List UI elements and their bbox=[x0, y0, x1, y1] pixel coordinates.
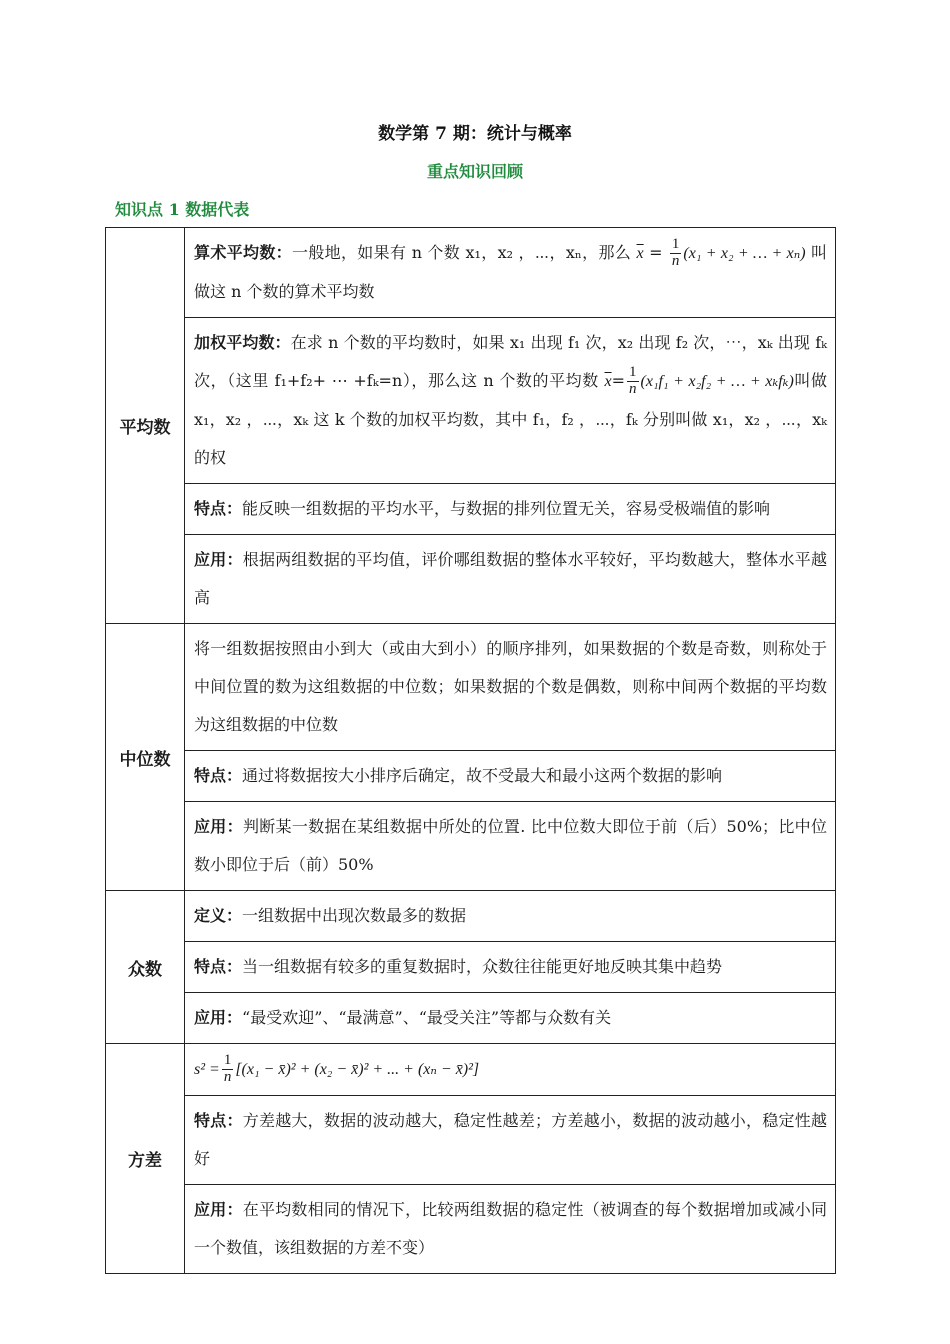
mean-feature-cell bbox=[185, 484, 836, 535]
mode-feature-cell bbox=[185, 942, 836, 993]
median-definition-cell bbox=[185, 624, 836, 751]
feature-title: 特点： bbox=[194, 957, 243, 976]
variance-formula-rhs: [(x₁ − x̄)² + (x₂ − x̄)² + ... + (xₙ − x̄)²] bbox=[235, 1061, 480, 1078]
feature-title: 特点： bbox=[194, 766, 243, 785]
arith-formula: (x₁ + x₂ + … + xₙ) bbox=[683, 245, 806, 262]
definition-text: 一组数据中出现次数最多的数据 bbox=[242, 906, 467, 925]
table-row bbox=[106, 624, 836, 751]
table-row bbox=[106, 535, 836, 624]
fraction-numerator: 1 bbox=[671, 236, 680, 253]
fraction-numerator: 1 bbox=[223, 1052, 232, 1069]
variance-application-cell bbox=[185, 1185, 836, 1274]
feature-text: 方差越大，数据的波动越大，稳定性越差；方差越小，数据的波动越小，稳定性越好 bbox=[194, 1111, 827, 1168]
variance-feature-cell bbox=[185, 1096, 836, 1185]
xbar-symbol: $\overline{x}$ bbox=[636, 245, 644, 262]
arith-text-tail: 叫做这 n 个数的算术平均数 bbox=[194, 243, 827, 301]
fraction-one-over-n bbox=[670, 237, 682, 270]
equals-sign: = bbox=[611, 371, 626, 390]
definition-text: 将一组数据按照由小到大（或由大到小）的顺序排列，如果数据的个数是奇数，则称处于中间位置的数为这组数据的中位数；如果数据的个数是偶数，则称中间两个数据的平均数为这组数据的中位数 bbox=[194, 639, 827, 734]
feature-text: 当一组数据有较多的重复数据时，众数往往能更好地反映其集中趋势 bbox=[242, 957, 723, 976]
mode-definition-cell bbox=[185, 891, 836, 942]
feature-text: 能反映一组数据的平均水平，与数据的排列位置无关，容易受极端值的影响 bbox=[242, 499, 771, 518]
fraction-denominator: n bbox=[671, 253, 680, 269]
row-label-median: 中位数 bbox=[106, 624, 185, 891]
arith-text: 一般地，如果有 n 个数 x₁，x₂ ，⋯，xₙ，那么 bbox=[291, 243, 632, 262]
table-row bbox=[106, 751, 836, 802]
arith-title: 算术平均数： bbox=[194, 243, 292, 262]
median-application-cell bbox=[185, 802, 836, 891]
feature-title: 特点： bbox=[194, 1111, 243, 1130]
application-text: 在平均数相同的情况下，比较两组数据的稳定性（被调查的每个数据增加或减小同一个数值，该组数据的方差不变） bbox=[194, 1200, 827, 1257]
weighted-formula: (x₁f₁ + x₂f₂ + … + xₖfₖ) bbox=[640, 373, 794, 390]
weighted-text: 在求 n 个数的平均数时，如果 x₁ 出现 f₁ 次，x₂ 出现 f₂ 次，⋯，xₖ 出现 fₖ 次，（这里 f₁+f₂+ ⋯ +fₖ=n），那么这 n 个数的平均数 bbox=[194, 333, 827, 390]
variance-formula-cell bbox=[185, 1044, 836, 1096]
section-heading: 知识点 1 数据代表 bbox=[115, 200, 250, 219]
table-row bbox=[106, 318, 836, 484]
mean-arithmetic-cell bbox=[185, 228, 836, 318]
equals-sign: = bbox=[649, 243, 663, 262]
application-title: 应用： bbox=[194, 1008, 243, 1027]
table-row bbox=[106, 1096, 836, 1185]
application-title: 应用： bbox=[194, 1200, 243, 1219]
definition-title: 定义： bbox=[194, 906, 243, 925]
weighted-text-tail: 叫做 x₁，x₂ ，⋯，xₖ 这 k 个数的加权平均数，其中 f₁，f₂ ，⋯，fₖ 分别叫做 x₁，x₂ ，⋯，xₖ 的权 bbox=[194, 371, 827, 467]
median-feature-cell bbox=[185, 751, 836, 802]
fraction-one-over-n bbox=[627, 365, 639, 398]
variance-formula-lhs: s² = bbox=[194, 1061, 220, 1078]
application-text: “最受欢迎”、“最满意”、“最受关注”等都与众数有关 bbox=[242, 1008, 612, 1027]
feature-text: 通过将数据按大小排序后确定，故不受最大和最小这两个数据的影响 bbox=[242, 766, 723, 785]
mode-application-cell bbox=[185, 993, 836, 1044]
page-title: 数学第 7 期：统计与概率 bbox=[378, 124, 572, 144]
xbar-symbol: $\overline{x}$ bbox=[604, 373, 612, 390]
application-text: 根据两组数据的平均值，评价哪组数据的整体水平较好，平均数越大，整体水平越高 bbox=[194, 550, 827, 607]
table-row bbox=[106, 1044, 836, 1096]
application-title: 应用： bbox=[194, 817, 243, 836]
row-label-mode: 众数 bbox=[106, 891, 185, 1044]
page-subtitle: 重点知识回顾 bbox=[426, 162, 523, 181]
fraction-numerator: 1 bbox=[629, 364, 637, 381]
application-title: 应用： bbox=[194, 550, 243, 569]
fraction-denominator: n bbox=[223, 1069, 232, 1085]
application-text: 判断某一数据在某组数据中所处的位置. 比中位数大即位于前（后）50%；比中位数小即位于后（前）50% bbox=[194, 817, 827, 874]
fraction-one-over-n bbox=[222, 1053, 234, 1086]
row-label-mean: 平均数 bbox=[106, 228, 185, 624]
weighted-title: 加权平均数： bbox=[194, 333, 291, 352]
table-row bbox=[106, 228, 836, 318]
knowledge-table bbox=[105, 227, 836, 1274]
table-row bbox=[106, 993, 836, 1044]
table-row bbox=[106, 891, 836, 942]
feature-title: 特点： bbox=[194, 499, 243, 518]
fraction-denominator: n bbox=[629, 381, 637, 397]
table-row bbox=[106, 484, 836, 535]
table-row bbox=[106, 1185, 836, 1274]
table-row bbox=[106, 942, 836, 993]
mean-weighted-cell bbox=[185, 318, 836, 484]
row-label-variance: 方差 bbox=[106, 1044, 185, 1274]
mean-application-cell bbox=[185, 535, 836, 624]
table-row bbox=[106, 802, 836, 891]
